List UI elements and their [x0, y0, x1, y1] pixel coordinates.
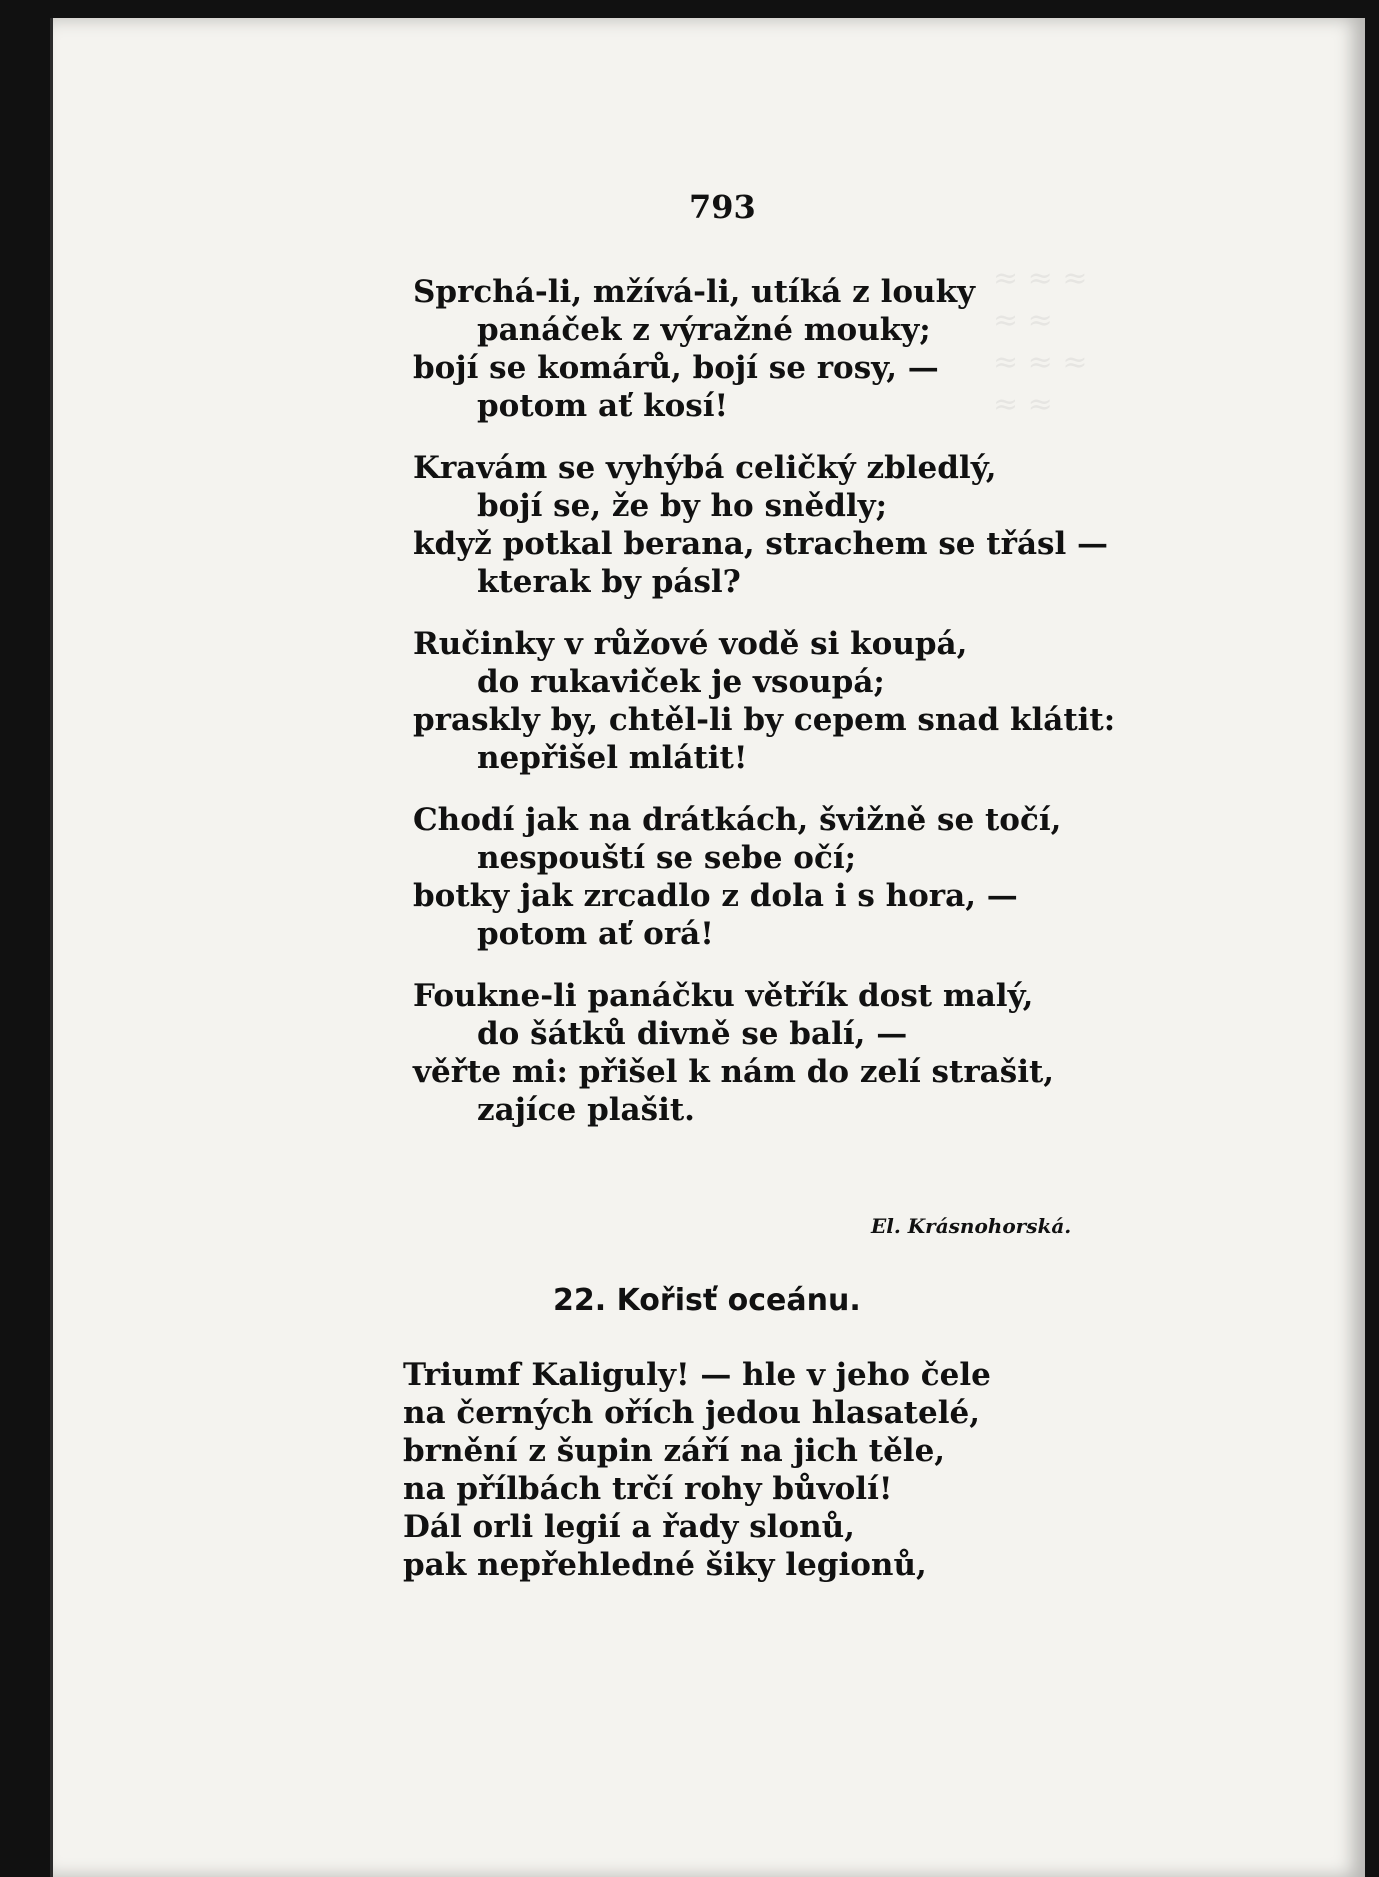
poem-line: praskly by, chtěl-li by cepem snad klátit:	[413, 702, 1116, 738]
poem-line: bojí se komárů, bojí se rosy, —	[413, 350, 939, 386]
show-through-text: ≈ ≈ ≈ ≈ ≈ ≈ ≈ ≈ ≈ ≈	[993, 261, 1088, 422]
poem-line: Triumf Kaliguly! — hle v jeho čele	[403, 1357, 991, 1393]
page-number: 793	[689, 188, 756, 226]
poem-line: do rukaviček je vsoupá;	[477, 664, 885, 700]
author-signature: El. Krásnohorská.	[871, 1214, 1072, 1238]
poem-line: Kravám se vyhýbá celičký zbledlý,	[413, 450, 997, 486]
poem-line: do šátků divně se balí, —	[477, 1016, 908, 1052]
poem-line: na přílbách trčí rohy bůvolí!	[403, 1471, 893, 1507]
poem-line: Dál orli legií a řady slonů,	[403, 1509, 855, 1545]
poem-line: nespouští se sebe očí;	[477, 840, 857, 876]
poem-line: když potkal berana, strachem se třásl —	[413, 526, 1109, 562]
stanza	[413, 625, 1173, 777]
poem-line: brnění z šupin září na jich těle,	[403, 1433, 946, 1469]
section-title: 22. Kořisť oceánu.	[553, 1283, 861, 1318]
book-page	[50, 18, 1365, 1877]
poem-line: potom ať kosí!	[477, 388, 729, 424]
stanza	[413, 977, 1173, 1129]
poem-2	[403, 1356, 1163, 1584]
poem-line: zajíce plašit.	[477, 1092, 695, 1128]
poem-line: botky jak zrcadlo z dola i s hora, —	[413, 878, 1018, 914]
poem-line: Sprchá-li, mžívá-li, utíká z louky	[413, 274, 976, 310]
poem-line: bojí se, že by ho snědly;	[477, 488, 888, 524]
poem-1	[413, 273, 1173, 1153]
poem-line: na černých ořích jedou hlasatelé,	[403, 1395, 980, 1431]
stanza	[413, 449, 1173, 601]
poem-line: kterak by pásl?	[477, 564, 741, 600]
poem-line: potom ať orá!	[477, 916, 714, 952]
stanza	[413, 801, 1173, 953]
poem-line: Chodí jak na drátkách, švižně se točí,	[413, 802, 1062, 838]
poem-line: panáček z výražné mouky;	[477, 312, 931, 348]
stanza	[413, 273, 1173, 425]
poem-line: věřte mi: přišel k nám do zelí strašit,	[413, 1054, 1055, 1090]
poem-line: nepřišel mlátit!	[477, 740, 748, 776]
poem-line: Ručinky v růžové vodě si koupá,	[413, 626, 968, 662]
poem-line: Foukne-li panáčku větřík dost malý,	[413, 978, 1034, 1014]
poem-line: pak nepřehledné šiky legionů,	[403, 1547, 927, 1583]
